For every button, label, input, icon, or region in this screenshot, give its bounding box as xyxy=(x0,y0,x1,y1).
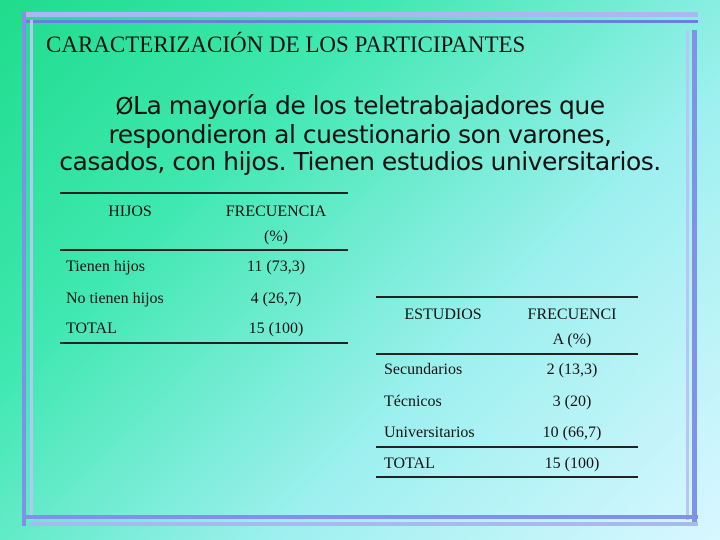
hijos-row-value: 11 (73,3) xyxy=(246,258,306,275)
estudios-header-label: ESTUDIOS xyxy=(404,306,482,323)
estudios-header-frecuencia: FRECUENCI xyxy=(527,306,617,323)
estudios-row-value: 2 (13,3) xyxy=(546,361,598,378)
hijos-table-bottom-rule xyxy=(60,342,348,344)
estudios-header-pct: A (%) xyxy=(552,331,592,348)
slide-title: CARACTERIZACIÓN DE LOS PARTICIPANTES xyxy=(46,32,526,57)
frame-line-left-outer xyxy=(22,12,26,526)
hijos-table-top-rule xyxy=(60,192,348,194)
bullet-line-1: ØLa mayoría de los teletrabajadores que xyxy=(115,91,605,120)
frame-line-top-outer xyxy=(22,12,698,17)
estudios-row-value: 15 (100) xyxy=(544,455,600,472)
hijos-row-value: 4 (26,7) xyxy=(250,290,302,307)
estudios-table-top-rule xyxy=(376,296,638,298)
estudios-row-label: Universitarios xyxy=(384,424,475,441)
bullet-line-3: casados, con hijos. Tienen estudios universitarios. xyxy=(59,147,661,176)
estudios-table-divider-rule xyxy=(376,446,638,448)
estudios-table-header-rule xyxy=(376,353,638,355)
hijos-row-label: No tienen hijos xyxy=(66,290,164,307)
hijos-table-header-rule xyxy=(60,249,348,251)
hijos-row-label: TOTAL xyxy=(66,320,117,337)
estudios-row-label: Secundarios xyxy=(384,361,463,378)
hijos-header-label: HIJOS xyxy=(108,203,152,220)
hijos-row-value: 15 (100) xyxy=(248,320,304,337)
estudios-row-label: Técnicos xyxy=(384,393,442,410)
bullet-arrow-icon: Ø xyxy=(115,94,134,120)
frame-line-top-inner xyxy=(22,20,698,23)
hijos-header-frecuencia: FRECUENCIA xyxy=(225,203,327,220)
frame-line-bottom-inner xyxy=(22,515,698,519)
estudios-row-value: 10 (66,7) xyxy=(542,424,602,441)
estudios-row-label: TOTAL xyxy=(384,455,435,472)
estudios-table-bottom-rule xyxy=(376,476,638,478)
hijos-row-label: Tienen hijos xyxy=(66,258,145,275)
hijos-header-pct: (%) xyxy=(264,228,288,245)
bullet-line-2: respondieron al cuestionario son varones, xyxy=(108,120,612,149)
bullet-text xyxy=(20,92,700,175)
frame-line-bottom-outer xyxy=(30,522,698,526)
estudios-row-value: 3 (20) xyxy=(552,393,592,410)
